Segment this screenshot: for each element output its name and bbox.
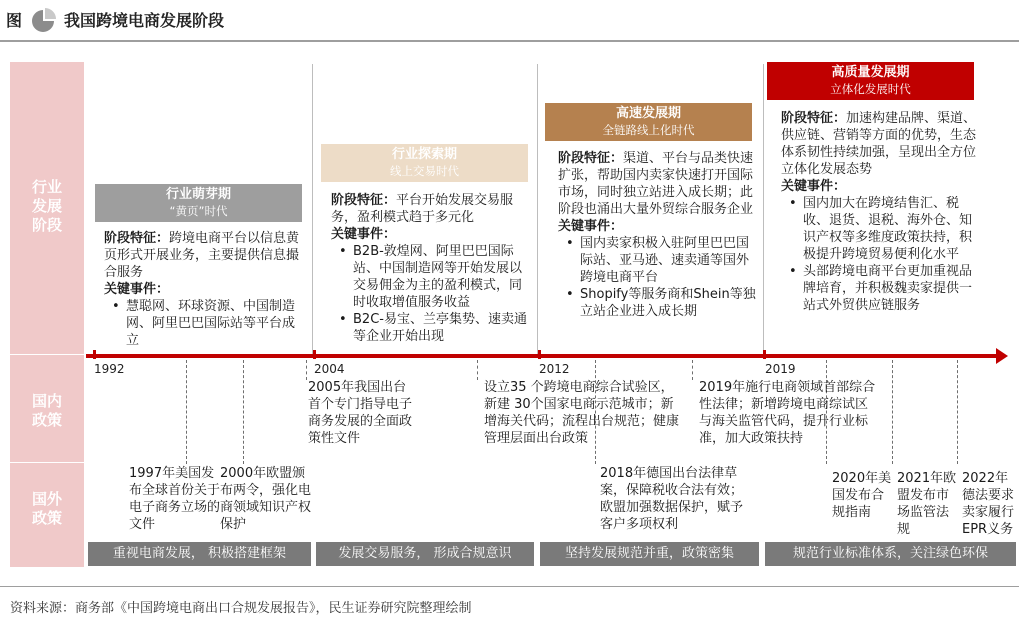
header-divider [0, 40, 1019, 42]
timeline-tick [93, 350, 96, 359]
foreign-policy-2020: 2020年美国发布合规指南 [832, 471, 892, 520]
sidebar-label-industry: 行业 发展 阶段 [31, 178, 62, 234]
timeline-axis [86, 354, 998, 358]
sidebar-label-domestic: 国内 政策 [31, 392, 62, 429]
events-label: 关键事件： [104, 282, 170, 297]
timeline-tick [763, 350, 766, 359]
stage-title: 高质量发展期 [831, 65, 910, 80]
domestic-policy-2019: 2019年施行电商领域首部综合性法律；新增跨境电商综试区与海关监管代码，提升行业标准，加大政策扶持 [699, 380, 876, 446]
stage-feature [558, 150, 758, 218]
stage-description-2 [331, 192, 531, 345]
feature-label: 阶段特征： [558, 151, 624, 166]
stage-title: 行业萌芽期 [165, 187, 231, 202]
stage-header-2 [321, 144, 528, 182]
dashed-connector [306, 360, 307, 380]
event-item: • B2C-易宝、兰亭集势、速卖通等企业开始出现 [331, 311, 531, 345]
stage-description-1 [104, 230, 304, 349]
event-item: • 慧聪网、环球资源、中国制造网、阿里巴巴国际站等平台成立 [104, 298, 304, 349]
event-item: • 国内加大在跨境结售汇、税收、退货、退税、海外仓、知识产权等多维度政策扶持，积极提升跨境贸易便利化水平 [781, 195, 981, 263]
figure-label: 图 [6, 11, 23, 30]
stage-subtitle: 线上交易时代 [390, 164, 459, 178]
stage-title: 行业探索期 [391, 147, 457, 162]
dashed-connector [957, 360, 958, 464]
timeline-year: 2004 [314, 362, 345, 376]
dashed-connector [186, 360, 187, 464]
dashed-connector [477, 360, 478, 380]
stage-title: 高速发展期 [615, 106, 681, 121]
foreign-policy-2018: 2018年德国出台法律草案，保障税收合法有效；欧盟加强数据保护，赋予客户多项权利 [600, 466, 744, 532]
events-label: 关键事件： [331, 227, 397, 242]
stage-feature [781, 110, 981, 178]
events-label: 关键事件： [558, 219, 624, 234]
arrow-right-icon [996, 348, 1008, 364]
domestic-policy-2005: 2005年我国出台首个专门指导电子商务发展的全面政策性文件 [308, 380, 413, 446]
source-note: 资料来源：商务部《中国跨境电商出口合规发展报告》，民生证券研究院整理绘制 [10, 601, 472, 616]
summary-band: 坚持发展规范并重，政策密集 [540, 542, 759, 566]
timeline-year: 1992 [94, 362, 125, 376]
stage-header-1 [95, 184, 302, 222]
figure-title: 我国跨境电商发展阶段 [64, 11, 225, 30]
stage-feature [331, 192, 531, 226]
stage-subtitle: 立体化发展时代 [830, 82, 911, 96]
timeline-tick [313, 350, 316, 359]
feature-label: 阶段特征： [104, 231, 170, 246]
feature-text: 跨境电商平台以信息黄页形式开展业务，主要提供信息撮合服务 [104, 231, 300, 280]
domestic-policy-2012: 设立35 个跨境电商综合试验区，新建 30个国家电商示范城市；新增海关代码；流程出台规范；健康管理层面出台政策 [484, 380, 680, 446]
feature-label: 阶段特征： [781, 111, 847, 126]
foreign-policy-2000: 2000年欧盟颁布两令，强化电商领域知识产权保护 [220, 466, 312, 532]
events-label: 关键事件： [781, 179, 847, 194]
stage-divider [537, 64, 538, 354]
stage-header-4 [767, 62, 974, 100]
event-item: • B2B-敦煌网、阿里巴巴国际站、中国制造网等开始发展以交易佣金为主的盈利模式，同时收取增值服务收益 [331, 243, 531, 311]
footer-divider [0, 586, 1019, 587]
foreign-policy-2021: 2021年欧盟发布市场监管法规 [897, 471, 957, 537]
event-item: • Shopify等服务商和Shein等独立站企业进入成长期 [558, 286, 758, 320]
event-item: • 国内卖家积极入驻阿里巴巴国际站、亚马逊、速卖通等国外跨境电商平台 [558, 235, 758, 286]
timeline-tick [538, 350, 541, 359]
summary-band: 重视电商发展， 积极搭建框架 [88, 542, 311, 566]
feature-text: 加速构建品牌、渠道、供应链、营销等方面的优势，生态体系韧性持续加强，呈现出全方位立体化发展态势 [781, 111, 977, 177]
stage-subtitle: 全链路线上化时代 [602, 123, 695, 137]
feature-text: 平台开始发展交易服务，盈利模式趋于多元化 [331, 193, 514, 225]
timeline-year: 2019 [765, 362, 796, 376]
sidebar-divider [10, 462, 84, 463]
stage-description-3 [558, 150, 758, 320]
pie-chart-icon [30, 8, 56, 34]
stage-description-4 [781, 110, 981, 314]
sidebar-divider [10, 354, 84, 355]
stage-feature [104, 230, 304, 281]
feature-text: 渠道、平台与品类快速扩张，帮助国内卖家快速打开国际市场，同时独立站进入成长期；此阶段也涌出大量外贸综合服务企业 [558, 151, 754, 217]
figure-header [0, 0, 1019, 40]
dashed-connector [892, 360, 893, 464]
event-item: • 头部跨境电商平台更加重视品牌培育，并积极魏卖家提供一站式外贸供应链服务 [781, 263, 981, 314]
foreign-policy-2022: 2022年德法要求卖家履行EPR义务 [962, 471, 1015, 537]
stage-divider [312, 64, 313, 354]
summary-band: 规范行业标准体系，关注绿色环保 [765, 542, 1016, 566]
sidebar-label-foreign: 国外 政策 [31, 490, 62, 527]
stage-subtitle: “黄页”时代 [169, 204, 228, 218]
timeline-year: 2012 [539, 362, 570, 376]
dashed-connector [692, 360, 693, 380]
summary-band: 发展交易服务， 形成合规意识 [316, 542, 534, 566]
foreign-policy-1997: 1997年美国发布全球首份关于电子商务立场的文件 [129, 466, 221, 532]
dashed-connector [243, 360, 244, 464]
stage-divider [763, 64, 764, 354]
feature-label: 阶段特征： [331, 193, 397, 208]
stage-header-3 [545, 103, 752, 141]
